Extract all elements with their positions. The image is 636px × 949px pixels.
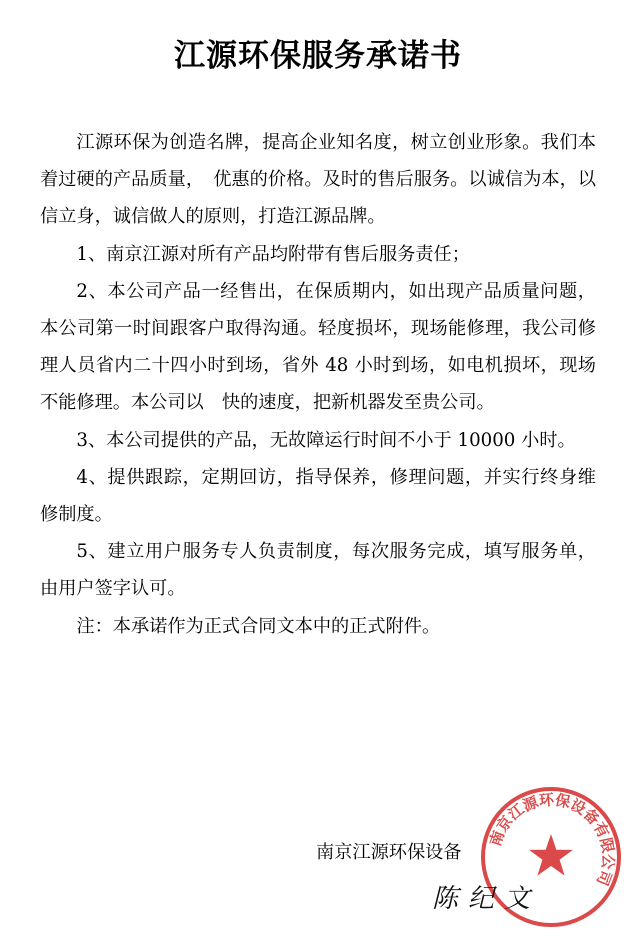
commitment-item-4: 4、提供跟踪，定期回访，指导保养，修理问题，并实行终身维修制度。 [40, 466, 596, 526]
commitment-item-1: 1、南京江源对所有产品均附带有售后服务责任； [76, 243, 470, 265]
seal-star-icon [529, 834, 573, 876]
page-title: 江源环保服务承诺书 [174, 38, 462, 74]
commitment-item-3: 3、本公司提供的产品，无故障运行时间不小于 10000 小时。 [76, 429, 576, 451]
document-body [40, 124, 596, 645]
handwritten-signature: 陈纪文 [432, 884, 541, 914]
intro-paragraph: 江源环保为创造名牌，提高企业知名度，树立创业形象。我们本着过硬的产品质量， 优惠的价格。及时的售后服务。以诚信为本，以信立身，诚信做人的原则，打造江源品牌。 [40, 132, 596, 228]
seal-text: 南京江源环保设备有限公司 [486, 790, 618, 889]
commitment-item-5: 5、建立用户服务专人负责制度，每次服务完成，填写服务单，由用户签字认可。 [40, 541, 596, 600]
note-paragraph: 注：本承诺作为正式合同文本中的正式附件。 [76, 615, 441, 637]
commitment-item-2: 2、本公司产品一经售出，在保质期内，如出现产品质量问题，本公司第一时间跟客户取得沟通。轻度损坏，现场能修理，我公司修理人员省内二十四小时到场，省外 48 小时到场，如电机损坏，现场不能修理。本公司以 快的速度，把新机器发至贵公司。 [40, 280, 596, 414]
signature-company: 南京江源环保设备 [316, 842, 462, 863]
